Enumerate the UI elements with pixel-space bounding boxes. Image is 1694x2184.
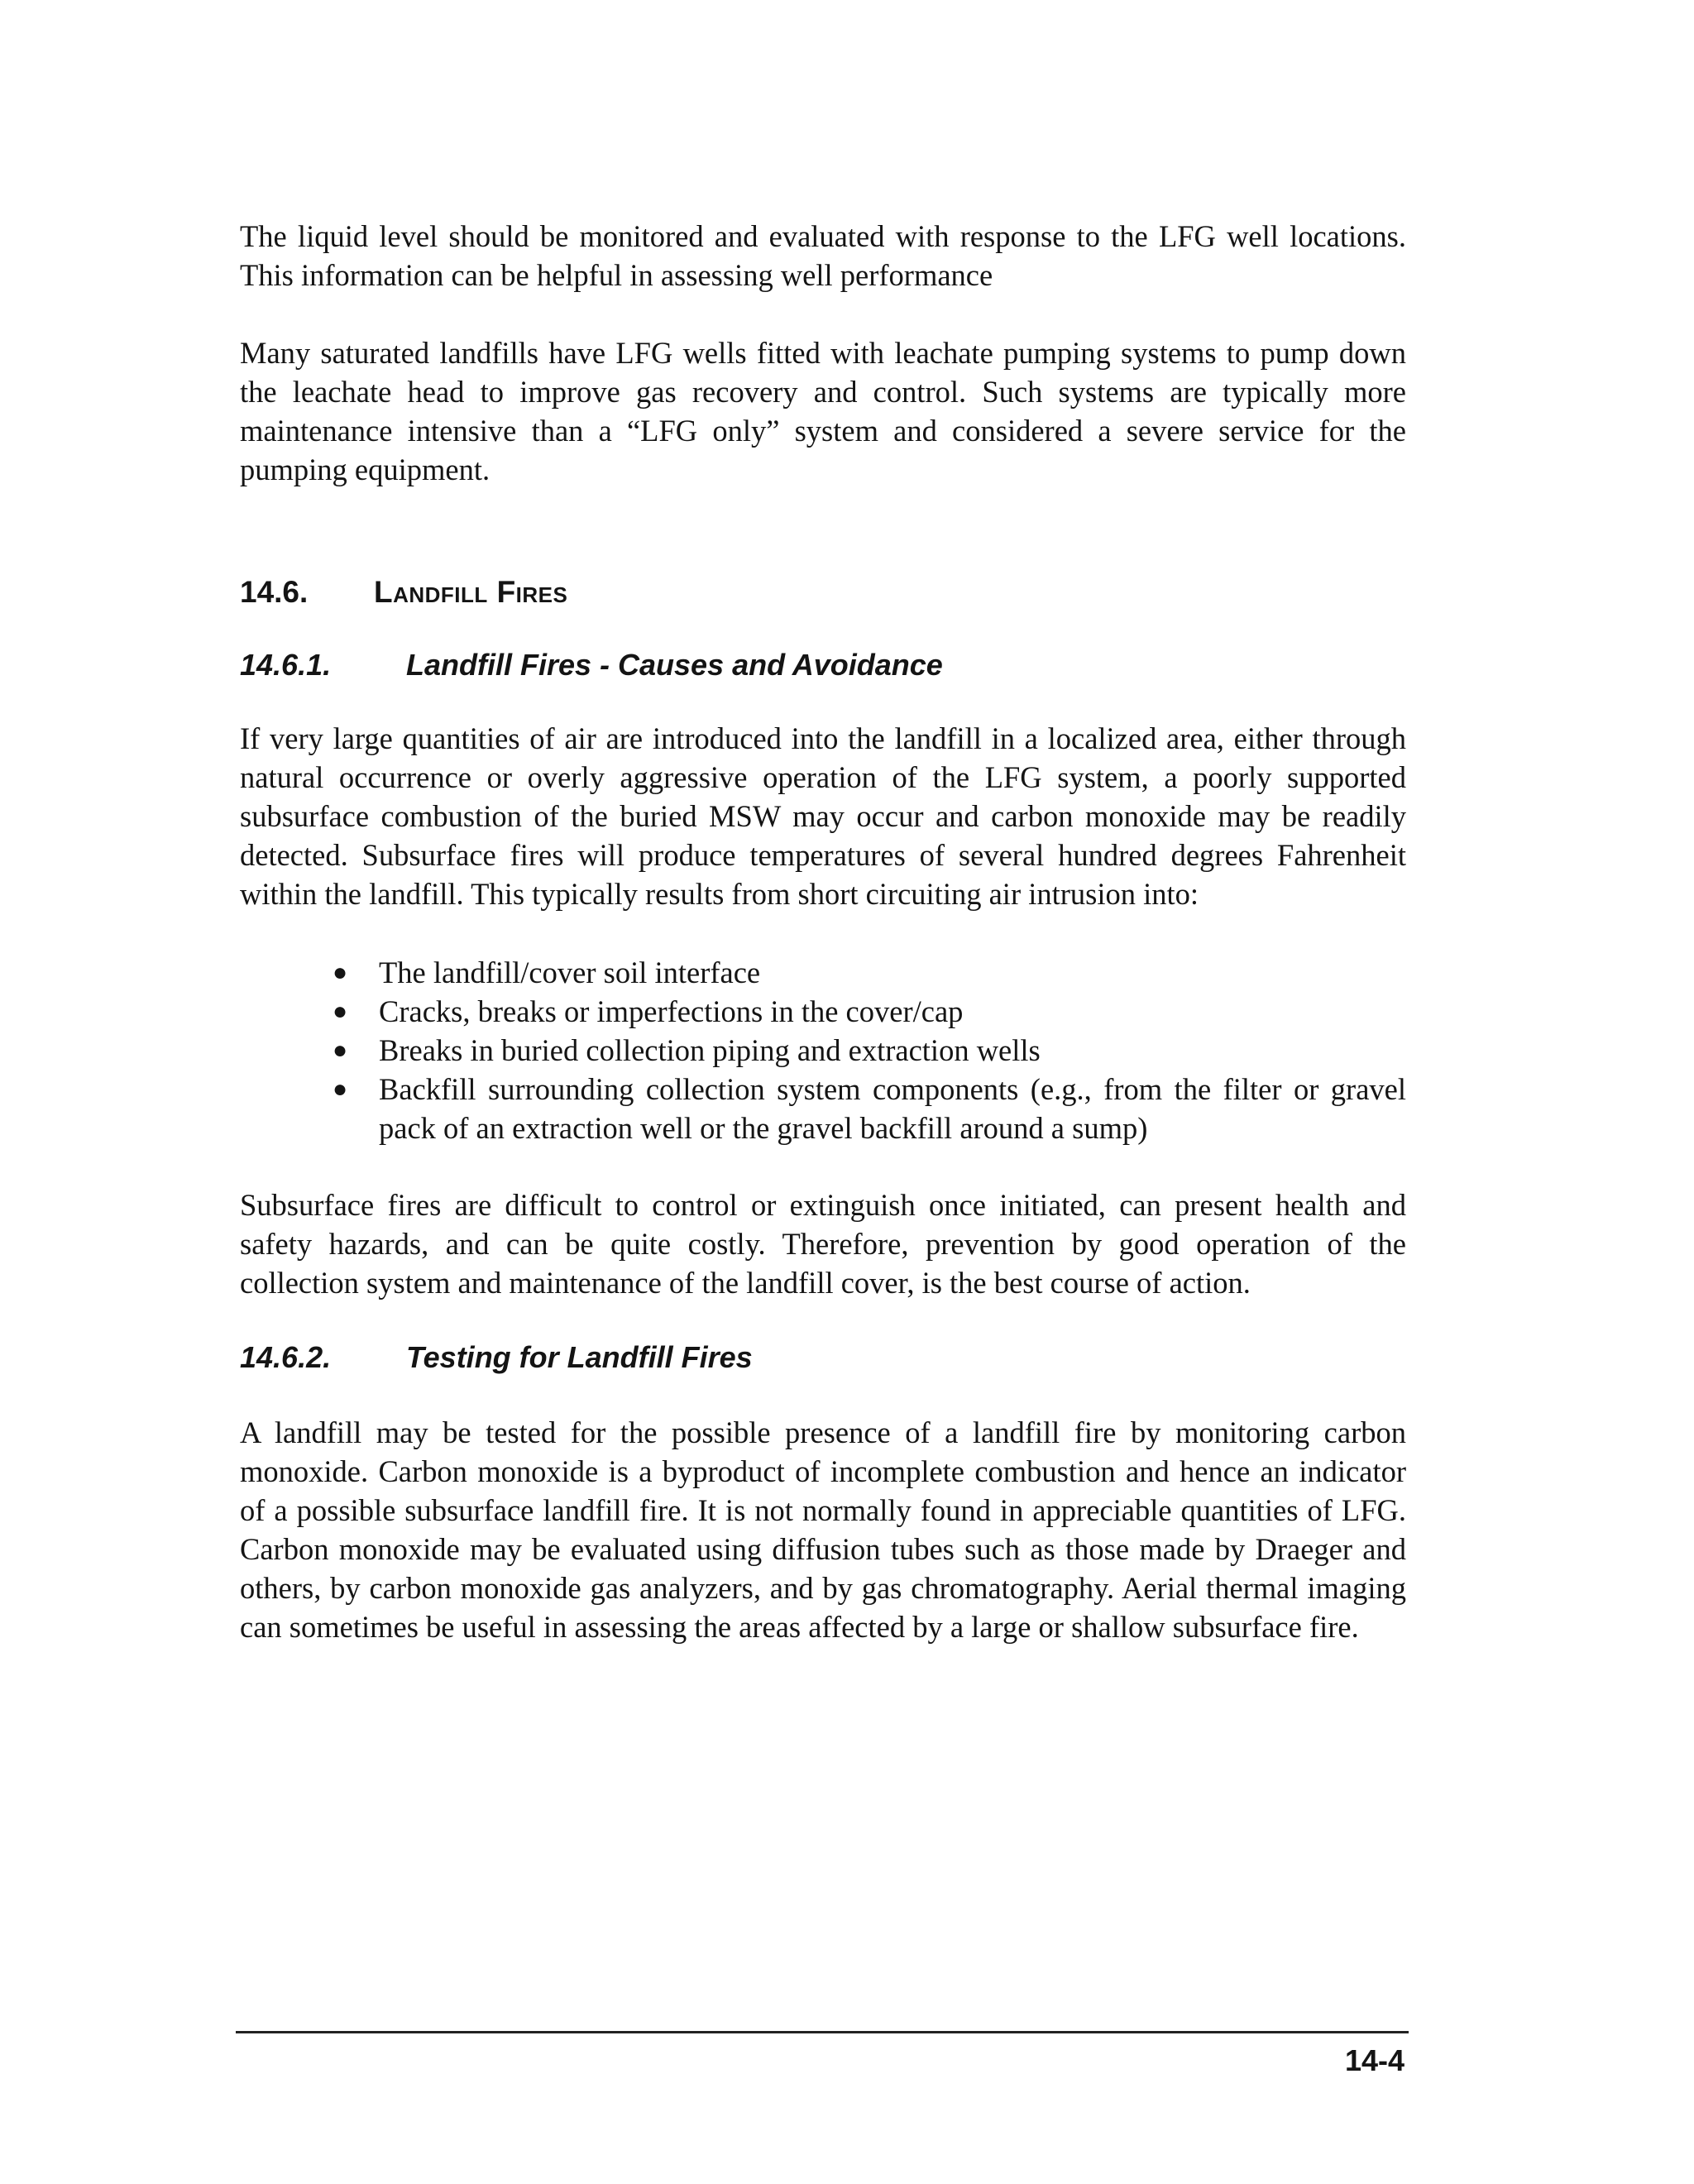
- list-item: ● Backfill surrounding collection system components (e.g., from the filter or gravel pack of an extraction well or the gravel backfill around a sump): [333, 1070, 1406, 1147]
- subsection-number: 14.6.2.: [240, 1340, 332, 1374]
- section-number: 14.6.: [240, 575, 309, 609]
- paragraph-leachate-pumping: Many saturated landfills have LFG wells fitted with leachate pumping systems to pump down the leachate head to improve gas recovery and control. Such systems are typically more maintenance intensive than a “LFG only” system and considered a severe service for the pumping equipment.: [240, 336, 1406, 486]
- document-page: [240, 217, 1406, 1646]
- list-item: ● Breaks in buried collection piping and extraction wells: [333, 1031, 1406, 1070]
- bullet-icon: ●: [333, 1037, 348, 1064]
- section-title: Landfill Fires: [374, 575, 568, 609]
- subsection-heading-causes: [240, 648, 1406, 689]
- footer-rule: [236, 2031, 1409, 2033]
- bullet-icon: ●: [333, 959, 348, 986]
- paragraph-fire-prevention: Subsurface fires are difficult to control or extinguish once initiated, can present health and safety hazards, and can be quite costly. Therefore, prevention by good operation of the collection system and maintenance of the landfill cover, is the best course of action.: [240, 1188, 1406, 1300]
- paragraph-fire-causes: If very large quantities of air are introduced into the landfill in a localized area, either through natural occurrence or overly aggressive operation of the LFG system, a poorly supported subsurface combustion of the buried MSW may occur and carbon monoxide may be readily detected. Subsurface fires will produce temperatures of several hundred degrees Fahrenheit within the landfill. This typically results from short circuiting air intrusion into:: [240, 721, 1406, 911]
- list-item: ● The landfill/cover soil interface: [333, 953, 1406, 992]
- list-item: ● Cracks, breaks or imperfections in the cover/cap: [333, 992, 1406, 1031]
- page-number: 14-4: [1344, 2043, 1404, 2077]
- section-heading: [240, 575, 1406, 621]
- subsection-heading-testing: [240, 1340, 1406, 1382]
- paragraph-fire-testing: A landfill may be tested for the possible presence of a landfill fire by monitoring carbon monoxide. Carbon monoxide is a byproduct of incomplete combustion and hence an indicator of a possible subsurface landfill fire. It is not normally found in appreciable quantities of LFG. Carbon monoxide may be evaluated using diffusion tubes such as those made by Draeger and others, by carbon monoxide gas analyzers, and by gas chromatography. Aerial thermal imaging can sometimes be useful in assessing the areas affected by a large or shallow subsurface fire.: [240, 1415, 1406, 1644]
- bullet-list-intrusion: [240, 953, 1406, 1147]
- subsection-title: Landfill Fires - Causes and Avoidance: [406, 648, 943, 682]
- subsection-number: 14.6.1.: [240, 648, 332, 682]
- subsection-title: Testing for Landfill Fires: [406, 1340, 753, 1374]
- paragraph-liquid-level: The liquid level should be monitored and evaluated with response to the LFG well locations. This information can be helpful in assessing well performance: [240, 219, 1406, 292]
- bullet-icon: ●: [333, 998, 348, 1025]
- bullet-icon: ●: [333, 1075, 348, 1103]
